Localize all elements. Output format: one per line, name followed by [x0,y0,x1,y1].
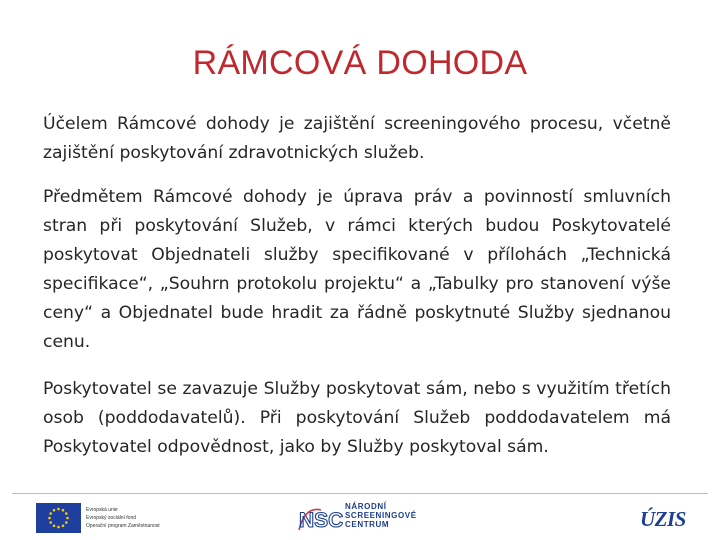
nsc-caption-line: NÁRODNÍ [345,502,387,511]
footer-divider [12,493,708,494]
paragraph-subcontractors: Poskytovatel se zavazuje Služby poskytovat sám, nebo s využitím třetích osob (poddodavatelů). Při poskytování Služeb poddodavatelem má Poskytovatel odpovědnost, jako by Služby poskytoval sám. [43,379,671,457]
paragraph-subject: Předmětem Rámcové dohody je úprava práv a povinností smluvních stran při poskytování Služeb, v rámci kterých budou Poskytovatelé poskytovat Objednateli služby specifikované v přílohách „Technická specifikace“, „Souhrn protokolu projektu“ a „Tabulky pro stanovení výše ceny“ a Objednatel bude hradit za řádně poskytnuté Služby sjednanou cenu. [43,187,671,352]
nsc-caption-line: CENTRUM [345,520,390,529]
nsc-mark-icon [297,504,343,532]
eu-caption-line: Evropská unie [86,507,118,513]
eu-caption-line: Operační program Zaměstnanost [86,523,160,529]
nsc-logo [297,500,437,536]
nsc-caption-line: SCREENINGOVÉ [345,511,417,520]
paragraph-purpose: Účelem Rámcové dohody je zajištění screeningového procesu, včetně zajištění poskytování zdravotnických služeb. [43,114,671,163]
nsc-caption [345,502,417,529]
eu-flag-icon [36,503,81,533]
uzis-logo-text: ÚZIS [640,507,686,531]
slide-title: RÁMCOVÁ DOHODA [192,44,528,82]
eu-caption [86,506,226,530]
eu-caption-line: Evropský sociální fond [86,515,137,521]
eu-stars-icon [36,503,81,533]
nsc-mark-text: NSC [299,509,343,532]
slide-body [43,110,671,477]
uzis-logo [636,505,686,533]
